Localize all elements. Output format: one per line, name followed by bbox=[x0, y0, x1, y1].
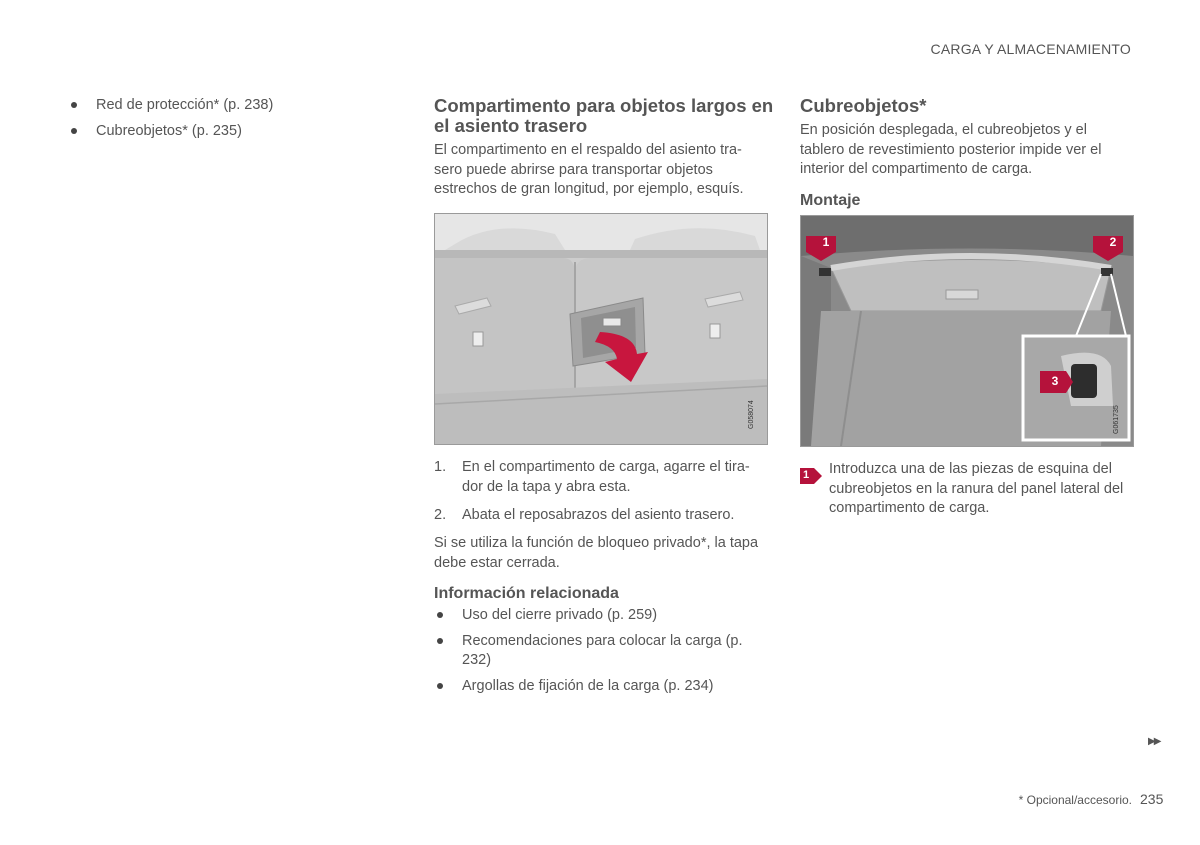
mounting-subheading: Montaje bbox=[800, 192, 861, 209]
related-list bbox=[434, 606, 764, 703]
mounting-step-text: Introduzca una de las piezas de esquina del cubreobjetos en la ranura del panel lateral del compartimento de carga. bbox=[829, 461, 1124, 516]
seat-illustration bbox=[435, 214, 767, 444]
step-text: Abata el reposabrazos del asiento trasero. bbox=[462, 507, 735, 523]
footnote: * Opcional/accesorio. bbox=[1018, 793, 1132, 807]
related-heading: Información relacionada bbox=[434, 585, 619, 602]
section-heading: Compartimento para objetos largos en el asiento trasero bbox=[434, 95, 774, 136]
step-number: 1. bbox=[434, 459, 447, 475]
cargo-cover-figure bbox=[800, 215, 1134, 447]
section-intro: El compartimento en el respaldo del asiento tra- sero puede abrirse para transportar objetos estrechos de gran longitud, por ejemplo, esquís. bbox=[434, 142, 744, 197]
section-intro: En posición desplegada, el cubreobjetos y el tablero de revestimiento posterior impide ver el interior del compartimento de carga. bbox=[800, 122, 1102, 177]
list-item[interactable]: Recomendaciones para colocar la carga (p. 232) bbox=[434, 632, 764, 670]
figure-code: G058074 bbox=[748, 400, 755, 429]
callout-3: 3 bbox=[1051, 374, 1059, 388]
section-heading: Cubreobjetos* bbox=[800, 95, 927, 116]
callout-2: 2 bbox=[1109, 235, 1117, 249]
cargo-cover-illustration bbox=[801, 216, 1133, 446]
step-text: En el compartimento de carga, agarre el tira- dor de la tapa y abra esta. bbox=[462, 459, 750, 495]
continue-arrows-icon: ▶▶ bbox=[1148, 736, 1160, 747]
instruction-steps bbox=[434, 458, 768, 535]
step-marker-number: 1 bbox=[803, 469, 810, 481]
seat-compartment-figure bbox=[434, 213, 768, 445]
page-number: 235 bbox=[1140, 791, 1164, 807]
list-item[interactable]: Cubreobjetos* (p. 235) bbox=[68, 122, 368, 141]
step-number: 2. bbox=[434, 507, 447, 523]
list-item[interactable]: Argollas de fijación de la carga (p. 234) bbox=[434, 677, 764, 696]
privacy-note: Si se utiliza la función de bloqueo privado*, la tapa debe estar cerrada. bbox=[434, 535, 759, 571]
list-item[interactable]: Uso del cierre privado (p. 259) bbox=[434, 606, 764, 625]
figure-code: G061735 bbox=[1113, 405, 1120, 434]
step-item bbox=[434, 506, 768, 526]
callout-1: 1 bbox=[822, 235, 830, 249]
list-item[interactable]: Red de protección* (p. 238) bbox=[68, 96, 368, 115]
step-item bbox=[434, 458, 768, 497]
step-marker-icon bbox=[800, 468, 822, 484]
section-title: CARGA Y ALMACENAMIENTO bbox=[930, 41, 1131, 57]
left-related-list bbox=[68, 96, 368, 148]
